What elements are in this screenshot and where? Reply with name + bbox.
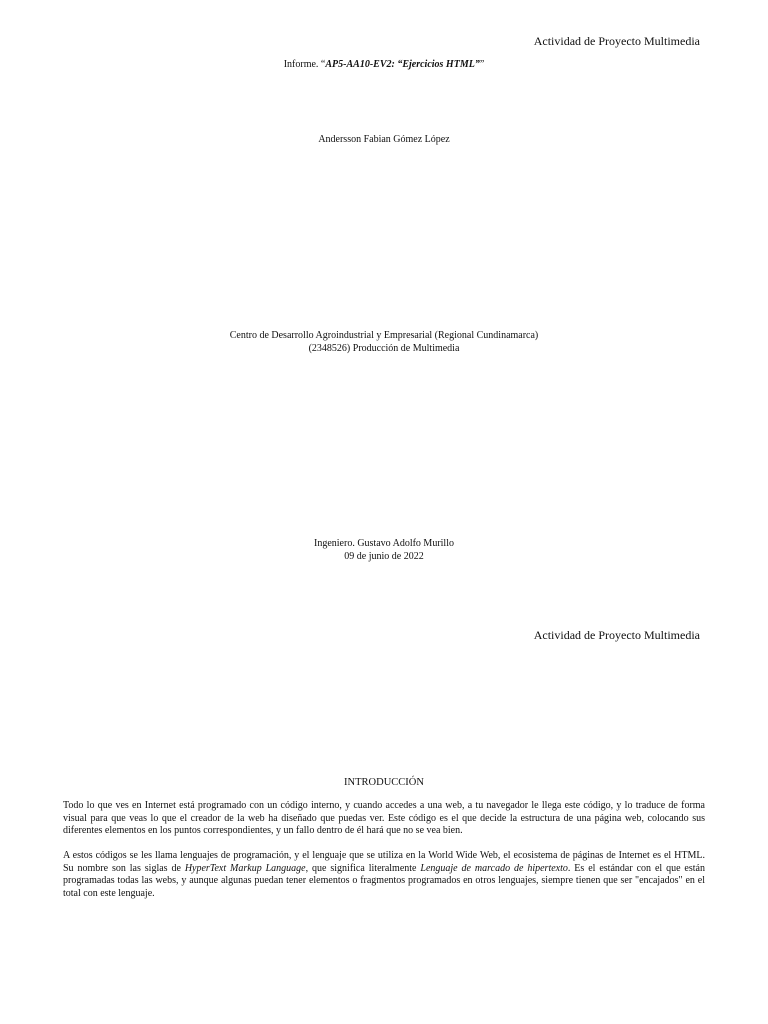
paragraph-2-italic-a: HyperText Markup Language xyxy=(184,862,306,874)
intro-paragraph-2 xyxy=(63,850,705,900)
page-header-2: Actividad de Proyecto Multimedia xyxy=(533,628,700,642)
paragraph-2-text-c: . Es el estándar con el que están programadas todas las webs, y aunque algunas puedan tener elementos o fragmentos programados en otros lenguajes, siempre tienen que ser "encajados" en el total con este lenguaje. xyxy=(63,862,705,899)
document-date: 09 de junio de 2022 xyxy=(344,551,424,562)
page-header: Actividad de Proyecto Multimedia xyxy=(533,34,700,48)
intro-paragraph-1: Todo lo que ves en Internet está programado con un código interno, y cuando accedes a una web, a tu navegador le llega este código, y lo traduce de forma visual para que veas lo que el creador de la web ha diseñado que puedas ver. Este código es el que decide la estructura de una página web, colocando sus diferentes elementos en los puntos correspondientes, y un fallo dentro de él hará que no se vea bien. xyxy=(63,800,705,836)
report-title: AP5-AA10-EV2: “Ejercicios HTML” xyxy=(325,59,480,70)
author-name: Andersson Fabian Gómez López xyxy=(318,134,450,145)
section-title: INTRODUCCIÓN xyxy=(344,777,424,788)
report-suffix: ” xyxy=(479,59,485,70)
instructor-name: Ingeniero. Gustavo Adolfo Murillo xyxy=(314,538,454,549)
institution-line-2: (2348526) Producción de Multimedia xyxy=(308,343,460,354)
report-prefix: Informe. “ xyxy=(283,59,326,70)
paragraph-2-text-a: A estos códigos se les llama lenguajes de programación, y el lenguaje que se utiliza en la World Wide Web, el ecosistema de páginas de Internet es el HTML. Su nombre son las siglas de xyxy=(63,850,705,874)
paragraph-2-text-b: , que significa literalmente xyxy=(305,862,421,874)
report-title-line xyxy=(0,59,768,71)
paragraph-2-italic-b: Lenguaje de marcado de hipertexto xyxy=(420,862,568,874)
institution-line-1: Centro de Desarrollo Agroindustrial y Empresarial (Regional Cundinamarca) xyxy=(229,330,539,341)
